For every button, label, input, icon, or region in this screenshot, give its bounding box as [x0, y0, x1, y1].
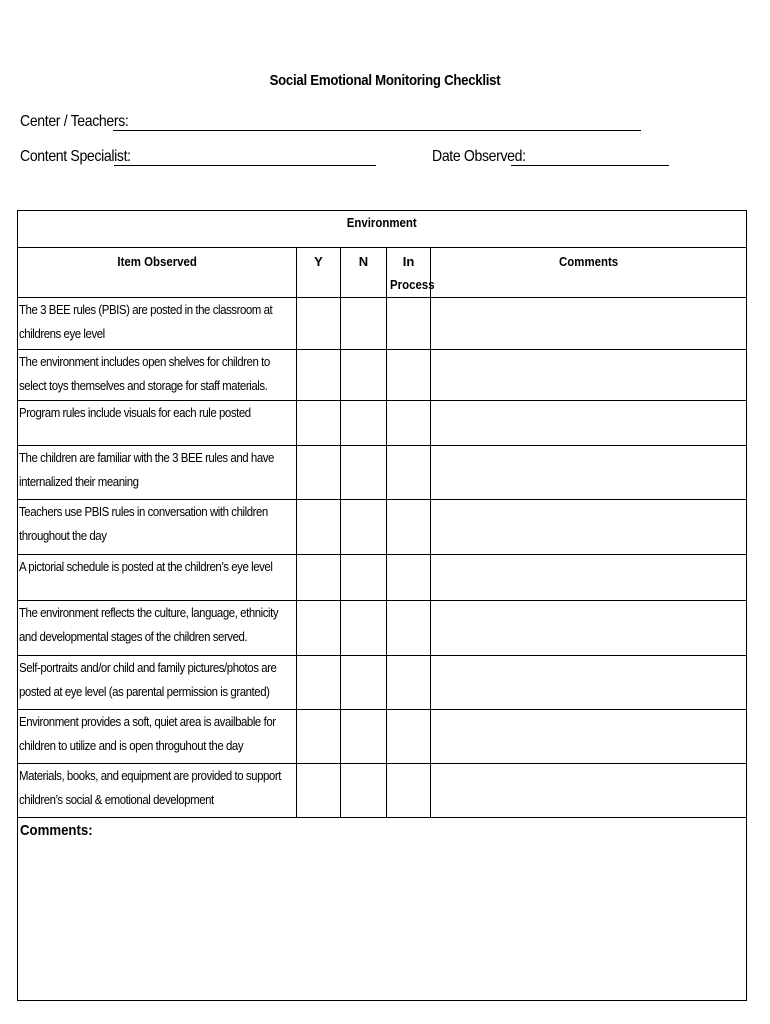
comments-label: Comments: [20, 822, 93, 839]
table-row [18, 446, 747, 500]
in-process-checkbox[interactable] [387, 446, 431, 500]
item-observed: Teachers use PBIS rules in conversation with children throughout the day [18, 500, 297, 555]
n-checkbox[interactable] [341, 601, 387, 656]
center-teachers-label: Center / Teachers: [20, 113, 129, 130]
center-teachers-field[interactable] [113, 130, 641, 131]
y-checkbox[interactable] [297, 500, 341, 555]
comment-cell[interactable] [431, 446, 747, 500]
table-row [18, 555, 747, 601]
y-checkbox[interactable] [297, 298, 341, 350]
in-process-checkbox[interactable] [387, 350, 431, 401]
table-row [18, 500, 747, 555]
item-observed: Program rules include visuals for each rule posted [18, 401, 297, 446]
comment-cell[interactable] [431, 555, 747, 601]
column-header-in-process: In Process [387, 248, 431, 298]
comment-cell[interactable] [431, 764, 747, 818]
comment-cell[interactable] [431, 710, 747, 764]
in-process-checkbox[interactable] [387, 298, 431, 350]
comment-cell[interactable] [431, 401, 747, 446]
content-specialist-label: Content Specialist: [20, 148, 131, 165]
n-checkbox[interactable] [341, 710, 387, 764]
table-row [18, 764, 747, 818]
n-checkbox[interactable] [341, 298, 387, 350]
item-observed: The children are familiar with the 3 BEE rules and have internalized their meaning [18, 446, 297, 500]
column-header-item: Item Observed [18, 248, 297, 298]
y-checkbox[interactable] [297, 710, 341, 764]
column-header-y: Y [297, 248, 341, 298]
in-process-checkbox[interactable] [387, 601, 431, 656]
comment-cell[interactable] [431, 601, 747, 656]
item-observed: The environment includes open shelves for children to select toys themselves and storage for staff materials. [18, 350, 297, 401]
in-process-checkbox[interactable] [387, 555, 431, 601]
comment-cell[interactable] [431, 500, 747, 555]
n-checkbox[interactable] [341, 350, 387, 401]
in-process-checkbox[interactable] [387, 401, 431, 446]
n-checkbox[interactable] [341, 500, 387, 555]
item-observed: A pictorial schedule is posted at the children’s eye level [18, 555, 297, 601]
n-checkbox[interactable] [341, 401, 387, 446]
in-process-checkbox[interactable] [387, 764, 431, 818]
y-checkbox[interactable] [297, 555, 341, 601]
n-checkbox[interactable] [341, 446, 387, 500]
y-checkbox[interactable] [297, 446, 341, 500]
table-row [18, 350, 747, 401]
comment-cell[interactable] [431, 298, 747, 350]
section-header: Environment [18, 211, 747, 248]
y-checkbox[interactable] [297, 401, 341, 446]
table-row [18, 710, 747, 764]
item-observed: The environment reflects the culture, language, ethnicity and developmental stages of the children served. [18, 601, 297, 656]
content-specialist-field[interactable] [114, 165, 376, 166]
y-checkbox[interactable] [297, 656, 341, 710]
page-title: Social Emotional Monitoring Checklist [269, 72, 501, 89]
n-checkbox[interactable] [341, 764, 387, 818]
comment-cell[interactable] [431, 350, 747, 401]
item-observed: Materials, books, and equipment are provided to support children’s social & emotional development [18, 764, 297, 818]
item-observed: The 3 BEE rules (PBIS) are posted in the classroom at childrens eye level [18, 298, 297, 350]
checklist-table [17, 210, 747, 1001]
in-process-checkbox[interactable] [387, 656, 431, 710]
in-process-checkbox[interactable] [387, 500, 431, 555]
table-row [18, 298, 747, 350]
table-row [18, 401, 747, 446]
date-observed-field[interactable] [511, 165, 669, 166]
column-header-n: N [341, 248, 387, 298]
y-checkbox[interactable] [297, 764, 341, 818]
table-row [18, 601, 747, 656]
column-header-comments: Comments [431, 248, 747, 298]
general-comments-box[interactable] [18, 818, 747, 1001]
item-observed: Environment provides a soft, quiet area is availbable for children to utilize and is open throguhout the day [18, 710, 297, 764]
comment-cell[interactable] [431, 656, 747, 710]
y-checkbox[interactable] [297, 350, 341, 401]
y-checkbox[interactable] [297, 601, 341, 656]
n-checkbox[interactable] [341, 555, 387, 601]
item-observed: Self-portraits and/or child and family pictures/photos are posted at eye level (as parental permission is granted) [18, 656, 297, 710]
n-checkbox[interactable] [341, 656, 387, 710]
table-row [18, 656, 747, 710]
in-process-checkbox[interactable] [387, 710, 431, 764]
date-observed-label: Date Observed: [432, 148, 526, 165]
